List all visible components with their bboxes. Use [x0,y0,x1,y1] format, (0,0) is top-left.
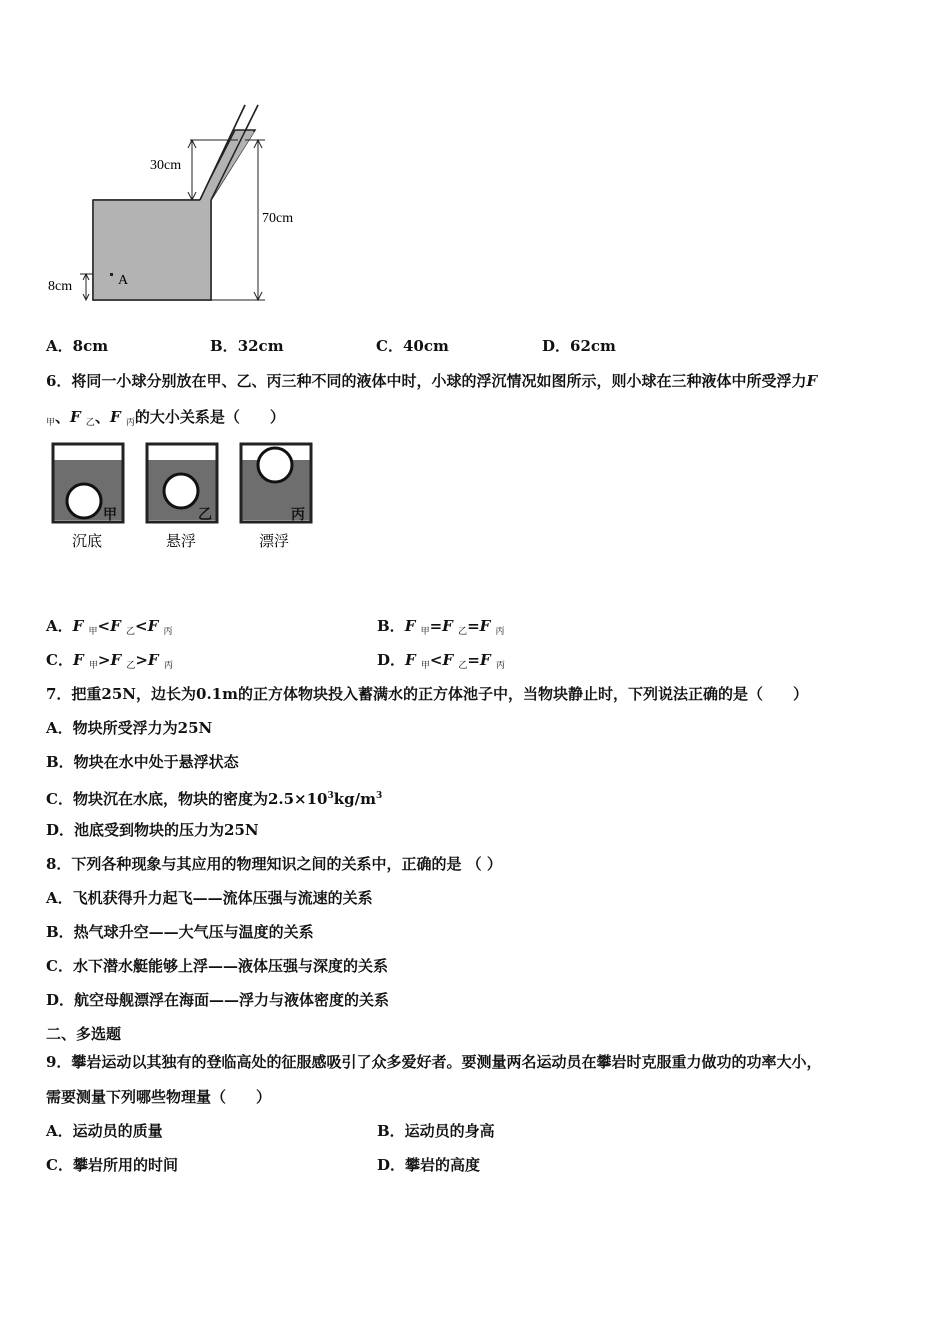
q6-stem-line-1: 6．将同一小球分别放在甲、乙、丙三种不同的液体中时，小球的浮沉情况如图所示，则小球在三种液体中所受浮力F [46,372,818,390]
q7-option-a: A．物块所受浮力为25N [46,719,213,737]
label-30cm: 30cm [150,158,182,173]
q8-option-c: C．水下潜水艇能够上浮——液体压强与深度的关系 [46,957,388,975]
q9-option-d: D．攀岩的高度 [377,1156,481,1174]
point-a-marker [110,273,113,276]
q8-option-d: D．航空母舰漂浮在海面——浮力与液体密度的关系 [46,991,390,1009]
label-70cm: 70cm [262,211,294,226]
ball-float [258,448,292,482]
label-point-a: A [118,273,129,288]
q9-stem-line-1: 9．攀岩运动以其独有的登临高处的征服感吸引了众多爱好者。要测量两名运动员在攀岩时克服重力做功的功率大小， [46,1053,822,1071]
q5-option-d-letter: D． [542,337,571,355]
caption-float: 漂浮 [259,532,290,550]
section-title-multiple-choice: 二、多选题 [46,1025,122,1043]
q6-option-b: B．F $_甲$=F $_乙$=F $_丙$ [377,617,505,637]
q9-stem-line-2: 需要测量下列哪些物理量（ ） [46,1088,272,1106]
q7-option-c: C．物块沉在水底，物块的密度为$2.5\times 10^3kg/m^3$ [46,790,383,808]
q8-stem: 8．下列各种现象与其应用的物理知识之间的关系中，正确的是 （ ） [46,855,502,873]
jar-float [241,444,311,523]
q9-option-c: C．攀岩所用的时间 [46,1156,178,1174]
q6-option-c: C．F $_甲$>F $_乙$>F $_丙$ [46,651,173,671]
q5-option-d: 62cm [570,337,616,355]
caption-sink: 沉底 [72,532,103,550]
q6-option-d: D．F $_甲$<F $_乙$=F $_丙$ [377,651,505,671]
jar-sink-mark: 甲 [103,508,117,523]
ball-sink [67,484,101,518]
q5-option-c: 40cm [402,337,449,355]
q5-option-c-letter: C． [376,337,403,355]
jar-sink [53,444,123,523]
q7-option-d: D．池底受到物块的压力为25N [46,821,259,839]
q5-container-figure [40,100,320,310]
ball-suspend [164,474,198,508]
q6-option-a: A．F $_甲$<F $_乙$<F $_丙$ [46,617,173,637]
q5-option-a: 8cm [72,337,109,355]
q8-option-b: B．热气球升空——大气压与温度的关系 [46,923,314,941]
jar-suspend-mark: 乙 [198,508,212,523]
jar-suspend [147,444,217,523]
jar-float-mark: 丙 [291,508,305,523]
q6-stem-line-2: $_甲$、F $_乙$、F $_丙$的大小关系是（ ） [46,408,285,428]
q7-option-b: B．物块在水中处于悬浮状态 [46,753,239,771]
q8-option-a: A．飞机获得升力起飞——流体压强与流速的关系 [46,889,373,907]
caption-suspend: 悬浮 [166,532,197,550]
q6-jars-figure [48,440,318,555]
q9-option-a: A．运动员的质量 [46,1122,163,1140]
q9-option-b: B．运动员的身高 [377,1122,495,1140]
label-8cm: 8cm [48,279,73,294]
q5-option-b: 32cm [237,337,284,355]
q7-stem: 7．把重25N，边长为0.1m的正方体物块投入蓄满水的正方体池子中，当物块静止时，下列说法正确的是（ ） [46,685,808,703]
q5-option-b-letter: B． [210,337,238,355]
q5-option-a-letter: A． [46,337,73,355]
